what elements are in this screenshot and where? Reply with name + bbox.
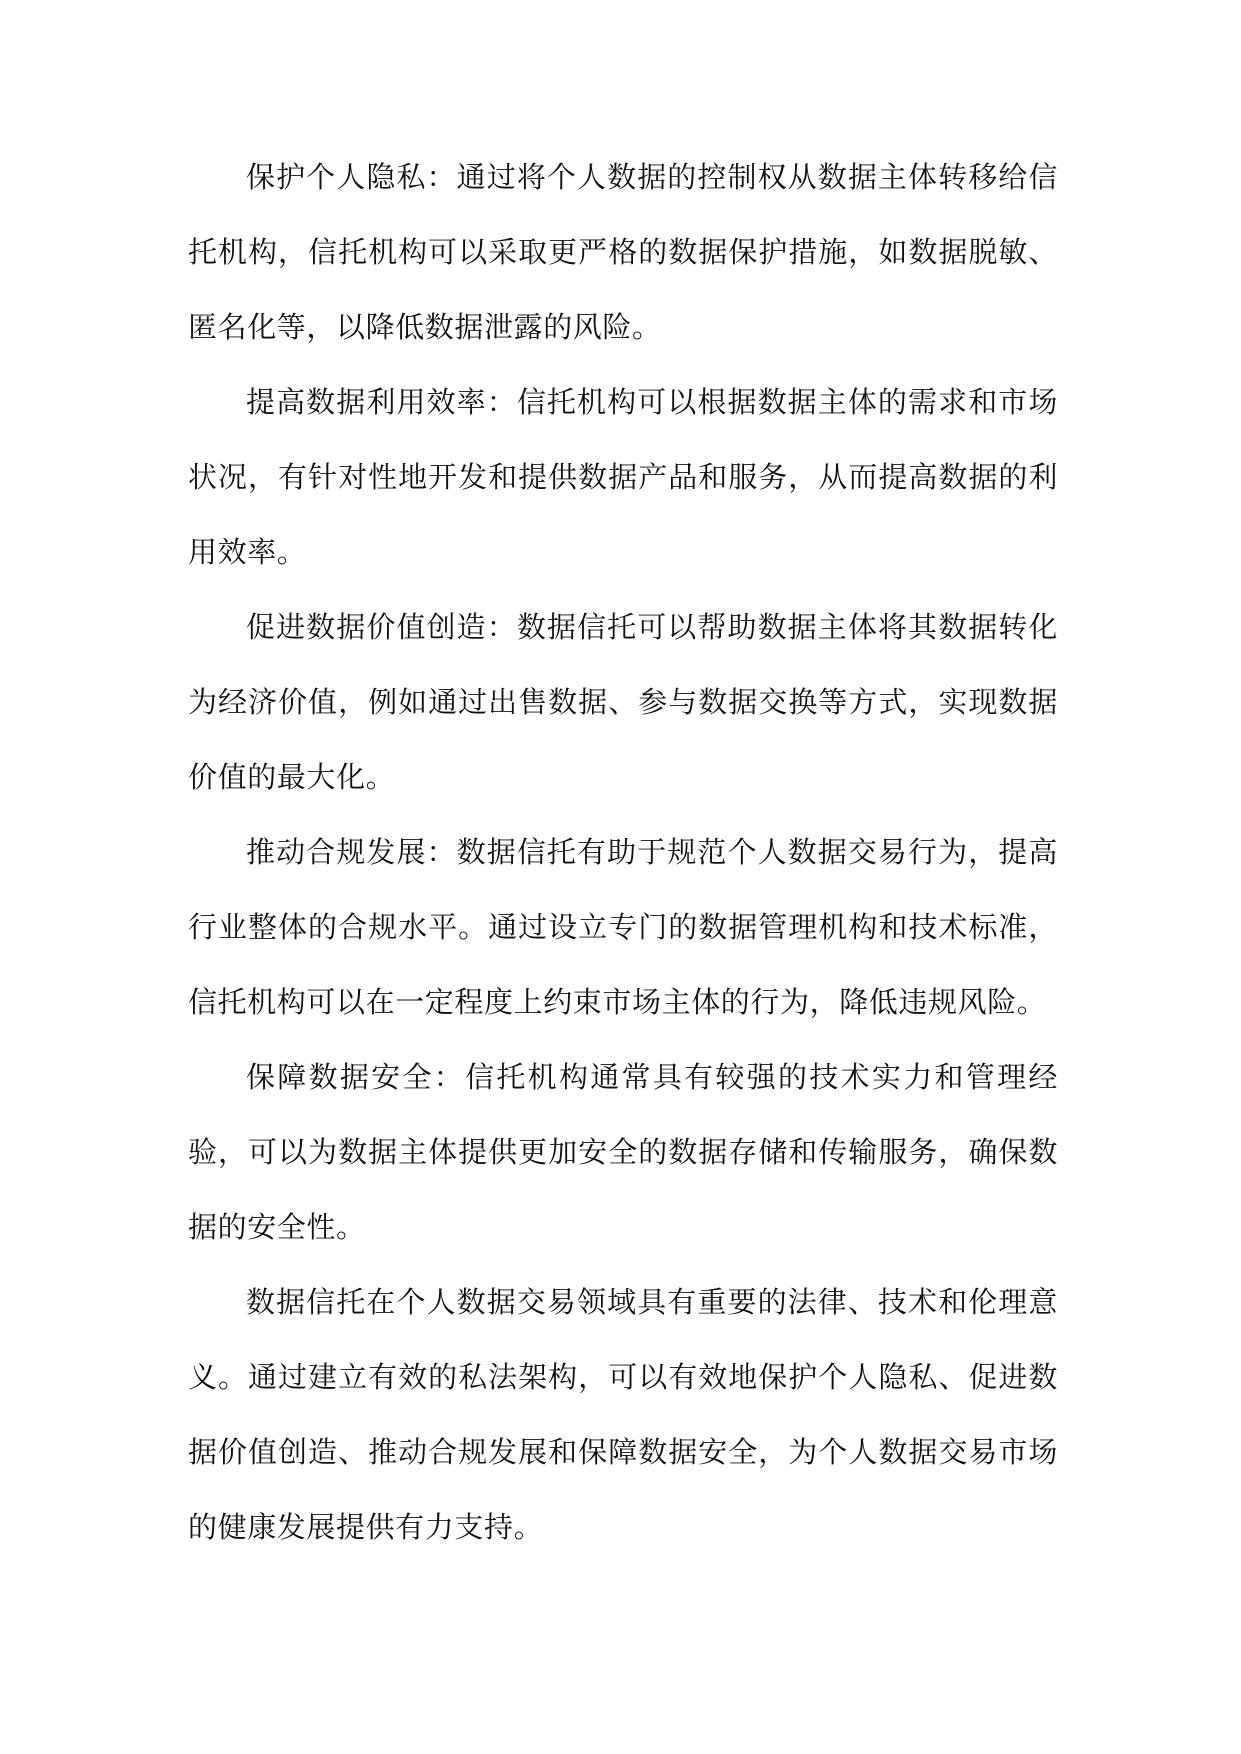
- paragraph-conclusion: 数据信托在个人数据交易领域具有重要的法律、技术和伦理意义。通过建立有效的私法架构，可以有效地保护个人隐私、促进数据价值创造、推动合规发展和保障数据安全，为个人数据交易市场的健康发展提供有力支持。: [188, 1285, 1058, 1544]
- paragraph-value-creation: 促进数据价值创造：数据信托可以帮助数据主体将其数据转化为经济价值，例如通过出售数据、参与数据交换等方式，实现数据价值的最大化。: [188, 610, 1058, 794]
- paragraph-protect-privacy: 保护个人隐私：通过将个人数据的控制权从数据主体转移给信托机构，信托机构可以采取更严格的数据保护措施，如数据脱敏、匿名化等，以降低数据泄露的风险。: [188, 160, 1058, 344]
- paragraph-data-security: 保障数据安全：信托机构通常具有较强的技术实力和管理经验，可以为数据主体提供更加安全的数据存储和传输服务，确保数据的安全性。: [188, 1060, 1058, 1244]
- document-body: [188, 140, 1058, 1565]
- paragraph-compliance: 推动合规发展：数据信托有助于规范个人数据交易行为，提高行业整体的合规水平。通过设立专门的数据管理机构和技术标准，信托机构可以在一定程度上约束市场主体的行为，降低违规风险。: [188, 835, 1058, 1019]
- paragraph-improve-efficiency: 提高数据利用效率：信托机构可以根据数据主体的需求和市场状况，有针对性地开发和提供数据产品和服务，从而提高数据的利用效率。: [188, 385, 1058, 569]
